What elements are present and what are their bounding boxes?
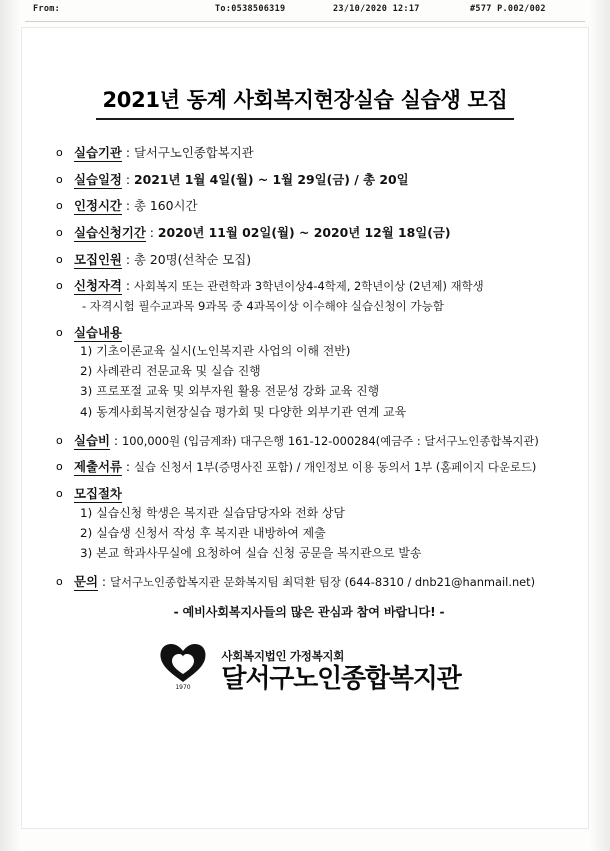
field-separator: : — [121, 198, 134, 214]
bullet-icon: o — [56, 460, 63, 474]
list-item — [56, 253, 562, 267]
document-body — [22, 28, 588, 828]
contact-item — [56, 575, 562, 589]
practice-content-list — [56, 345, 562, 418]
item-number: 1) — [80, 344, 93, 359]
organization-footer — [56, 638, 562, 692]
field-value: 2020년 11월 02일(월) ~ 2020년 12월 18일(금) — [157, 224, 451, 240]
fax-header-strip — [0, 4, 610, 20]
field-label: 모집인원 — [74, 251, 122, 267]
bullet-icon: o — [56, 172, 63, 186]
field-label: 문의 — [74, 573, 98, 589]
field-label: 신청자격 — [74, 278, 122, 294]
field-separator: : — [121, 251, 134, 267]
organization-subtitle: 사회복지법인 가정복지회 — [221, 649, 345, 664]
list-item — [80, 547, 562, 560]
field-value: 2021년 1월 4일(월) ~ 1월 29일(금) / 총 20일 — [133, 171, 409, 187]
bullet-icon: o — [56, 433, 63, 447]
bullet-icon: o — [56, 574, 63, 588]
item-text: 프로포절 교육 및 외부자원 활용 전문성 강화 교육 진행 — [96, 384, 380, 399]
document-content — [22, 146, 588, 692]
field-separator: : — [121, 171, 134, 187]
field-value: 사회복지 또는 관련학과 3학년이상4-4학제, 2학년이상 (2년제) 재학생 — [133, 279, 484, 294]
field-label: 모집절차 — [74, 485, 122, 501]
item-number: 2) — [80, 364, 93, 379]
field-label: 인정시간 — [74, 198, 122, 214]
field-value: 100,000원 (입금계좌) 대구은행 161-12-000284(예금주 : 달서구노인종합복지관) — [121, 433, 539, 448]
list-item — [80, 527, 562, 540]
field-value: 총 160시간 — [133, 198, 198, 214]
practice-content-block — [56, 326, 562, 419]
qualification-note: - 자격시험 필수교과목 9과목 중 4과목이상 이수해야 실습신청이 가능함 — [82, 298, 445, 313]
page-title: 2021년 동계 사회복지현장실습 실습생 모집 — [96, 82, 513, 120]
field-label: 제출서류 — [74, 459, 122, 475]
procedure-block — [56, 487, 562, 560]
list-item — [56, 487, 562, 501]
list-item — [56, 460, 562, 474]
bullet-icon: o — [56, 325, 63, 339]
field-label: 실습기관 — [74, 145, 122, 160]
field-separator: : — [121, 145, 134, 160]
field-value: 달서구노인종합복지관 — [133, 145, 254, 160]
list-item — [80, 365, 562, 378]
field-separator: : — [97, 573, 111, 589]
scan-edge-left — [0, 0, 22, 851]
field-separator: : — [121, 459, 134, 475]
item-number: 3) — [80, 384, 93, 399]
bullet-icon: o — [56, 199, 63, 213]
item-text: 본교 학과사무실에 요청하여 실습 신청 공문을 복지관으로 발송 — [96, 545, 422, 560]
field-value: 실습 신청서 1부(증명사진 포함) / 개인정보 이용 동의서 1부 (홈페이지 다운로드) — [133, 460, 537, 475]
bullet-icon: o — [56, 279, 63, 293]
list-item — [56, 434, 562, 448]
organization-title: 달서구노인종합복지관 — [221, 663, 461, 694]
fax-from-label: From: — [33, 4, 61, 14]
list-item — [56, 146, 562, 160]
scan-edge-right — [588, 0, 610, 851]
document-title-wrap — [22, 82, 588, 120]
item-number: 1) — [80, 505, 93, 520]
procedure-list — [56, 507, 562, 560]
list-item — [56, 173, 562, 187]
field-separator: : — [121, 278, 134, 294]
list-item — [56, 226, 562, 240]
logo-year-text: 1970 — [175, 683, 192, 691]
list-item — [80, 507, 562, 520]
field-value: 달서구노인종합복지관 문화복지팀 최덕환 팀장 (644-8310 / dnb21@hanmail.net) — [110, 574, 536, 589]
field-separator: : — [109, 432, 122, 448]
list-item — [56, 199, 562, 213]
organization-name-block — [221, 651, 460, 692]
closing-message: - 예비사회복지사들의 많은 관심과 참여 바랍니다! - — [173, 605, 445, 620]
item-text: 기초이론교육 실시(노인복지관 사업의 이해 전반) — [96, 344, 351, 359]
item-text: 사례관리 전문교육 및 실습 진행 — [96, 364, 261, 379]
organization-logo-icon — [157, 638, 213, 692]
list-item — [56, 279, 562, 293]
list-item — [56, 326, 562, 340]
bullet-icon: o — [56, 225, 63, 239]
list-item — [80, 406, 562, 419]
list-item — [80, 345, 562, 358]
item-number: 2) — [80, 525, 93, 540]
field-label: 실습일정 — [74, 171, 122, 187]
field-separator: : — [145, 224, 158, 240]
fax-to-number: To:0538506319 — [215, 4, 286, 14]
field-label: 실습내용 — [74, 324, 122, 340]
fax-datetime: 23/10/2020 12:17 — [333, 4, 420, 14]
field-label: 실습신청기간 — [74, 224, 146, 240]
item-text: 동계사회복지현장실습 평가회 및 다양한 외부기관 연계 교육 — [96, 404, 407, 419]
list-item — [80, 385, 562, 398]
header-divider — [25, 21, 585, 22]
item-text: 실습생 신청서 작성 후 복지관 내방하여 제출 — [96, 525, 326, 540]
fax-page-count: #577 P.002/002 — [470, 4, 546, 14]
field-value: 총 20명(선착순 모집) — [133, 251, 252, 267]
item-number: 3) — [80, 545, 93, 560]
item-number: 4) — [80, 404, 93, 419]
item-text: 실습신청 학생은 복지관 실습담당자와 전화 상담 — [96, 505, 345, 520]
bullet-icon: o — [56, 146, 63, 159]
field-label: 실습비 — [74, 432, 110, 448]
bullet-icon: o — [56, 252, 63, 266]
bullet-icon: o — [56, 486, 63, 500]
